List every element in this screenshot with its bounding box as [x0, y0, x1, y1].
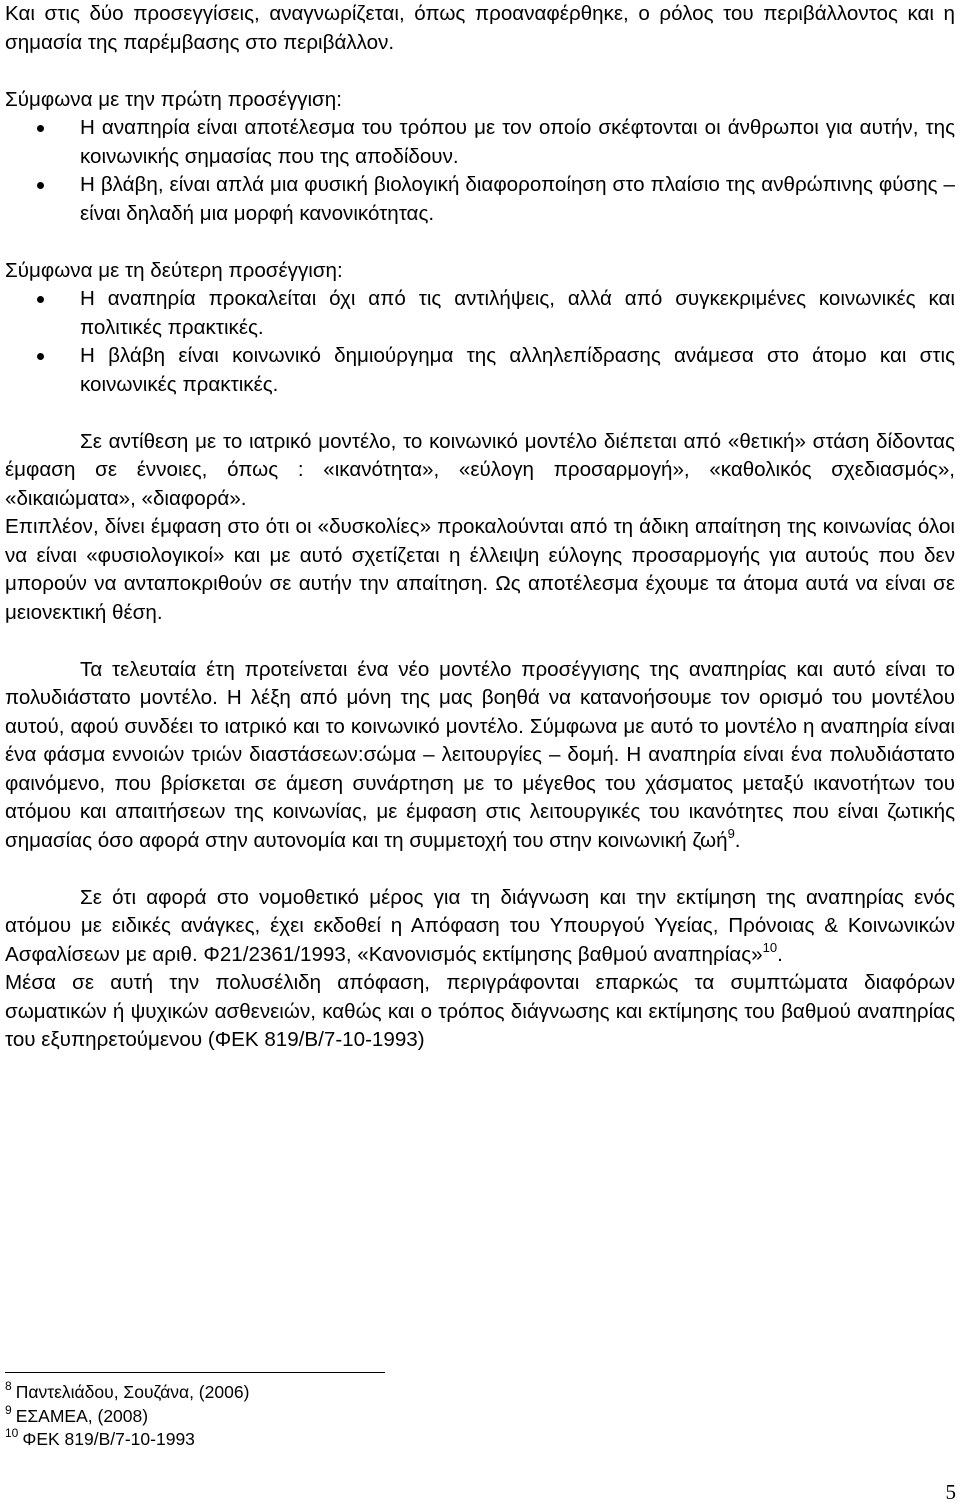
bullet-icon: [37, 125, 44, 132]
paragraph-multidimensional-model: [5, 656, 955, 856]
footnote-text: Παντελιάδου, Σουζάνα, (2006): [15, 1382, 250, 1402]
paragraph-end: .: [734, 828, 741, 852]
bullet-icon: [37, 182, 44, 189]
list-item: [5, 285, 955, 342]
paragraph-social-model: Σε αντίθεση με το ιατρικό μοντέλο, το κοινωνικό μοντέλο διέπεται από «θετική» στάση δίδοντας έμφαση σε έννοιες, όπως : «ικανότητα», «εύλογη προσαρμογή», «καθολικός σχεδιασμός», «δικαιώματα», «διαφορά».: [5, 429, 955, 510]
footnote-reference: 10: [762, 939, 778, 955]
footnote-number: 8: [5, 1379, 12, 1393]
list-item-text: Η βλάβη είναι κοινωνικό δημιούργημα της αλληλεπίδρασης ανάμεσα στο άτομο και στις κοινωνικές πρακτικές.: [80, 344, 955, 396]
bullet-icon: [37, 296, 44, 303]
footnote-text: ΕΣΑΜΕΑ, (2008): [15, 1405, 149, 1426]
second-approach-list: [5, 285, 955, 399]
footnote-reference: 9: [727, 825, 735, 841]
paragraph-moreover: Επιπλέον, δίνει έμφαση στο ότι οι «δυσκολίες» προκαλούνται από τη άδικη απαίτηση της κοινωνίας όλοι να είναι «φυσιολογικοί» και με αυτό σχετίζεται η έλλειψη εύλογης προσαρμογής για αυτούς που δεν μπορούν να ανταποκριθούν σε αυτήν την απαίτηση. Ως αποτέλεσμα έχουμε τα άτομα αυτά να είναι σε μειονεκτική θέση.: [5, 515, 955, 624]
list-item-text: Η βλάβη, είναι απλά μια φυσική βιολογική διαφοροποίηση στο πλαίσιο της ανθρώπινης φύσης – είναι δηλαδή μια μορφή κανονικότητας.: [80, 173, 955, 225]
footnotes: [5, 1381, 605, 1452]
second-approach-heading: Σύμφωνα με τη δεύτερη προσέγγιση:: [5, 258, 343, 282]
first-approach-heading: Σύμφωνα με την πρώτη προσέγγιση:: [5, 87, 342, 111]
footnote-separator: [5, 1372, 385, 1373]
paragraph-intro: Και στις δύο προσεγγίσεις, αναγνωρίζεται, όπως προαναφέρθηκε, ο ρόλος του περιβάλλοντος και η σημασία της παρέμβασης στο περιβάλλον.: [5, 2, 955, 54]
list-item-text: Η αναπηρία προκαλείται όχι από τις αντιλήψεις, αλλά από συγκεκριμένες κοινωνικές και πολιτικές πρακτικές.: [80, 287, 955, 339]
footnote-number: 10: [5, 1426, 19, 1440]
footnote-item: [5, 1402, 605, 1429]
paragraph-text: Τα τελευταία έτη προτείνεται ένα νέο μοντέλο προσέγγισης της αναπηρίας και αυτό είναι το πολυδιάστατο μοντέλο. Η λέξη από μόνη της μας βοηθά να κατανοήσουμε τον ορισμό του μοντέλου αυτού, αφού συνδέει το ιατρικό και το κοινωνικό μοντέλο. Σύμφωνα με αυτό το μοντέλο η αναπηρία είναι ένα φάσμα εννοιών τριών διαστάσεων:σώμα – λειτουργίες – δομή. Η αναπηρία είναι ένα πολυδιάστατο φαινόμενο, που βρίσκεται σε άμεση συνάρτηση με το μέγεθος του χάσματος μεταξύ ικανοτήτων του ατόμου και απαιτήσεων της κοινωνίας, με έμφαση στις λειτουργικές του ικανότητες που είναι ζωτικής σημασίας όσο αφορά στην αυτονομία και τη συμμετοχή του στην κοινωνική ζωή: [5, 657, 955, 852]
list-item: [5, 171, 955, 228]
paragraph-text: Σε ότι αφορά στο νομοθετικό μέρος για τη διάγνωση και την εκτίμηση της αναπηρίας ενός ατόμου με ειδικές ανάγκες, έχει εκδοθεί η Απόφαση του Υπουργού Υγείας, Πρόνοιας & Κοινωνικών Ασφαλίσεων με αριθ. Φ21/2361/1993, «Κανονισμός εκτίμησης βαθμού αναπηρίας»: [5, 885, 955, 966]
footnote-text: ΦΕΚ 819/Β/7-10-1993: [22, 1429, 195, 1449]
list-item: [5, 342, 955, 399]
list-item-text: Η αναπηρία είναι αποτέλεσμα του τρόπου με τον οποίο σκέφτονται οι άνθρωποι για αυτήν, της κοινωνικής σημασίας που της αποδίδουν.: [80, 116, 955, 168]
footnote-item: [5, 1381, 605, 1405]
document-page: [5, 0, 955, 1055]
bullet-icon: [37, 353, 44, 360]
first-approach-list: [5, 114, 955, 228]
paragraph-decision: Μέσα σε αυτή την πολυσέλιδη απόφαση, περιγράφονται επαρκώς τα συμπτώματα διαφόρων σωματικών ή ψυχικών ασθενειών, καθώς και ο τρόπος διάγνωσης και εκτίμησης του βαθμού αναπηρίας του εξυπηρετούμενου (ΦΕΚ 819/Β/7-10-1993): [5, 971, 955, 1051]
footnote-item: [5, 1428, 605, 1452]
paragraph-legislation: [5, 884, 955, 970]
page-number: 5: [945, 1480, 956, 1504]
list-item: [5, 114, 955, 171]
paragraph-end: .: [777, 942, 783, 966]
footnote-number: 9: [5, 1402, 12, 1417]
